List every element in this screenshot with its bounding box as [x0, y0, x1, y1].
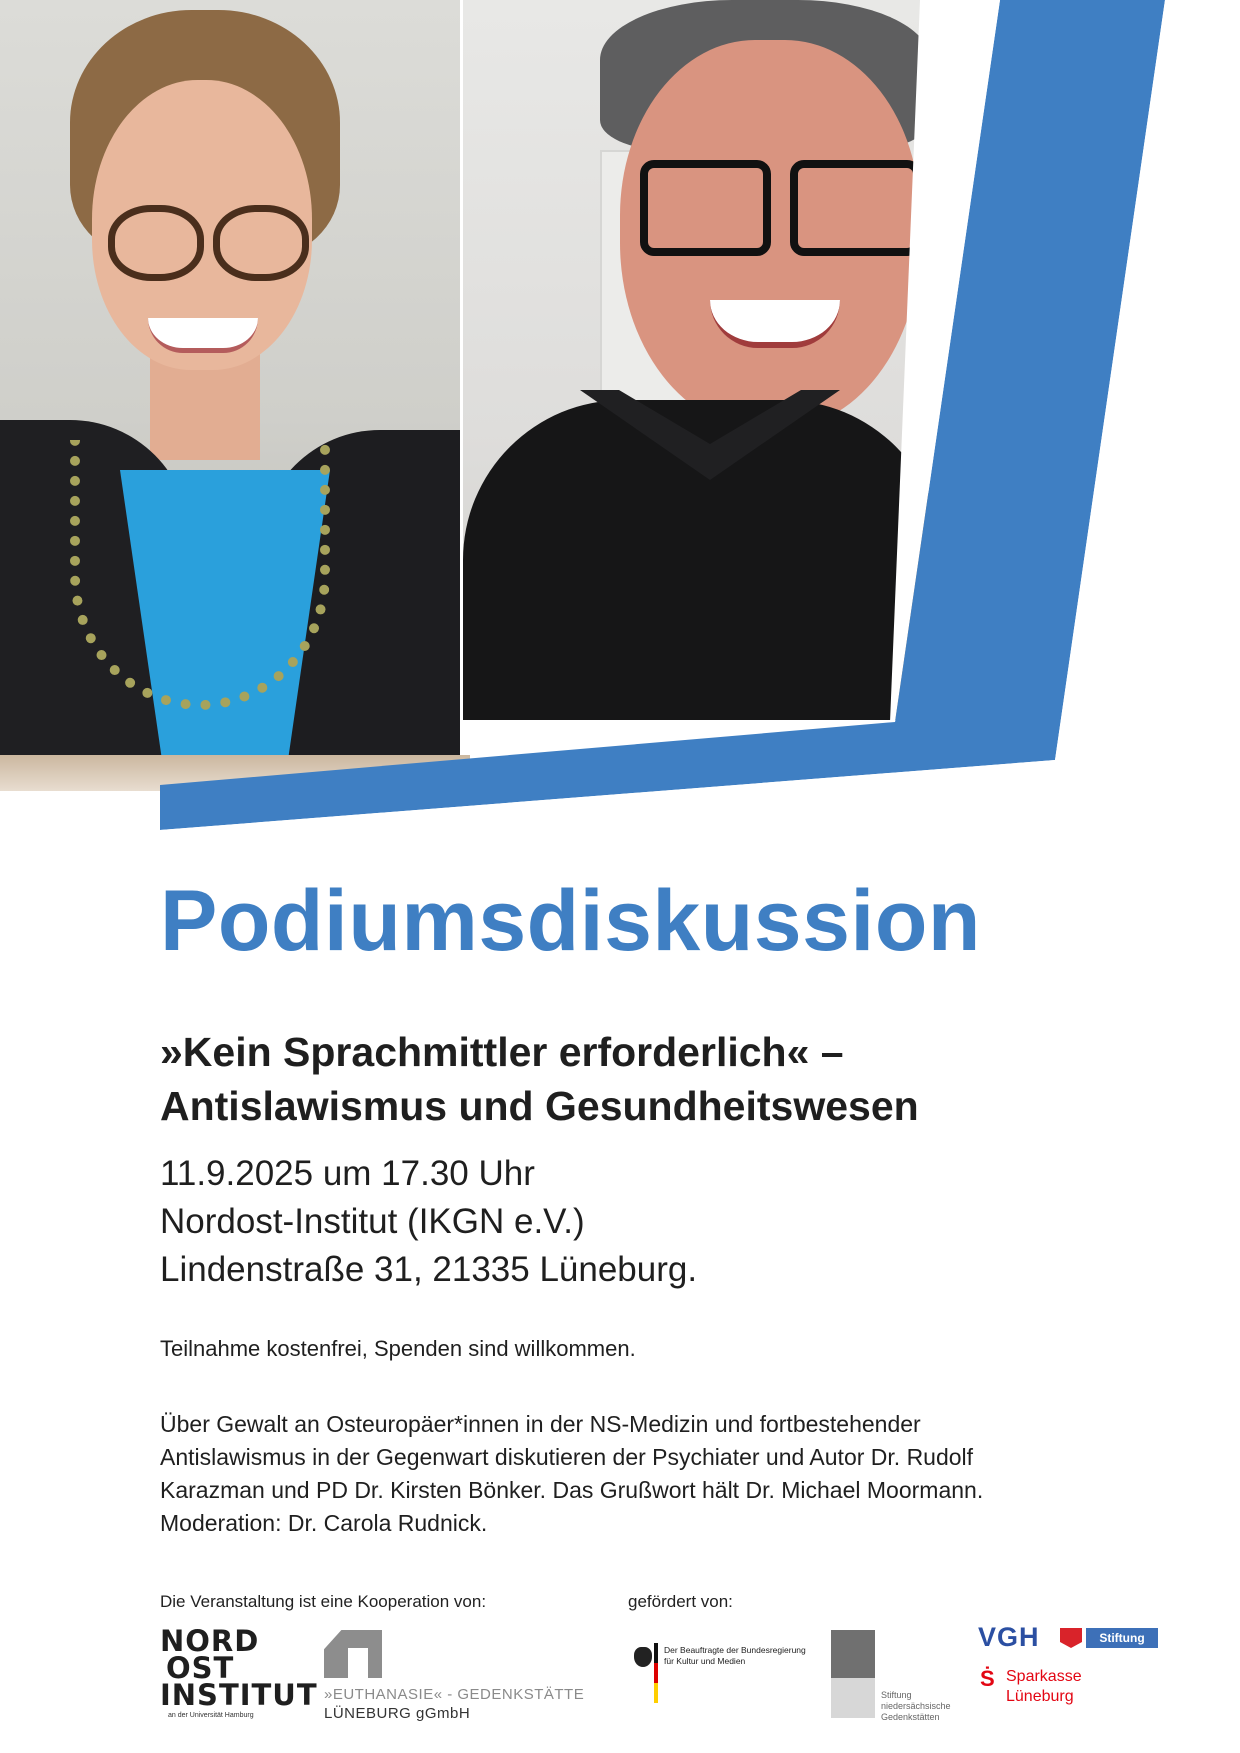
gedenkstaette-logo-line-1: »EUTHANASIE« - GEDENKSTÄTTE — [324, 1686, 585, 1703]
german-flag-stripe — [654, 1643, 658, 1703]
vgh-wordmark: VGH — [978, 1622, 1040, 1652]
sparkasse-lueneburg-logo — [978, 1665, 1118, 1715]
sparkasse-logo-text: Sparkasse Lüneburg — [1006, 1668, 1082, 1705]
event-datetime: 11.9.2025 um 17.30 Uhr — [160, 1154, 535, 1193]
federal-eagle-icon — [634, 1647, 652, 1667]
cooperation-label: Die Veranstaltung ist eine Kooperation von: — [160, 1592, 487, 1611]
description-line-2: Antislawismus in der Gegenwart diskutieren der Psychiater und Autor Dr. Rudolf — [160, 1444, 974, 1470]
sparkasse-s-icon: Ṡ — [980, 1666, 995, 1691]
vgh-stiftung-badge: Stiftung — [1086, 1628, 1158, 1648]
vgh-stiftung-logo — [978, 1622, 1158, 1662]
blue-frame-shape — [0, 0, 1240, 830]
event-address: Lindenstraße 31, 21335 Lüneburg. — [160, 1250, 698, 1289]
event-description — [160, 1408, 1150, 1540]
event-subtitle — [160, 1025, 919, 1133]
funded-by-label: gefördert von: — [628, 1592, 733, 1611]
event-venue: Nordost-Institut (IKGN e.V.) — [160, 1202, 585, 1241]
blue-frame-band — [160, 0, 1165, 830]
horse-crest-icon — [1060, 1628, 1082, 1648]
event-title: Podiumsdiskussion — [160, 873, 981, 969]
nordost-logo-line-1: NORD — [160, 1624, 260, 1658]
stiftung-gedenkstaetten-logo — [831, 1630, 951, 1730]
bkm-logo-text: Der Beauftragte der Bundesregierung für Kultur und Medien — [664, 1645, 806, 1666]
nordost-logo-line-3: INSTITUT — [160, 1678, 318, 1712]
speaker-photos — [0, 0, 1240, 830]
description-line-4: Moderation: Dr. Carola Rudnick. — [160, 1510, 488, 1536]
gedenkstaette-logo-line-2: LÜNEBURG gGmbH — [324, 1705, 471, 1722]
bkm-logo — [628, 1643, 818, 1703]
stiftung-logo-text: Stiftung niedersächsische Gedenkstätten — [881, 1690, 951, 1722]
nordost-institut-logo — [160, 1624, 318, 1728]
euthanasie-gedenkstaette-logo — [324, 1630, 585, 1730]
subtitle-line-1: »Kein Sprachmittler erforderlich« – — [160, 1029, 844, 1075]
description-line-1: Über Gewalt an Osteuropäer*innen in der NS-Medizin und fortbestehender — [160, 1411, 921, 1437]
description-line-3: Karazman und PD Dr. Kirsten Bönker. Das Grußwort hält Dr. Michael Moormann. — [160, 1477, 984, 1503]
subtitle-line-2: Antislawismus und Gesundheitswesen — [160, 1083, 919, 1129]
admission-note: Teilnahme kostenfrei, Spenden sind willkommen. — [160, 1336, 636, 1361]
nordost-logo-line-2: OST — [166, 1651, 235, 1685]
event-details — [160, 1150, 697, 1294]
nordost-logo-subtitle: an der Universität Hamburg — [168, 1712, 254, 1719]
